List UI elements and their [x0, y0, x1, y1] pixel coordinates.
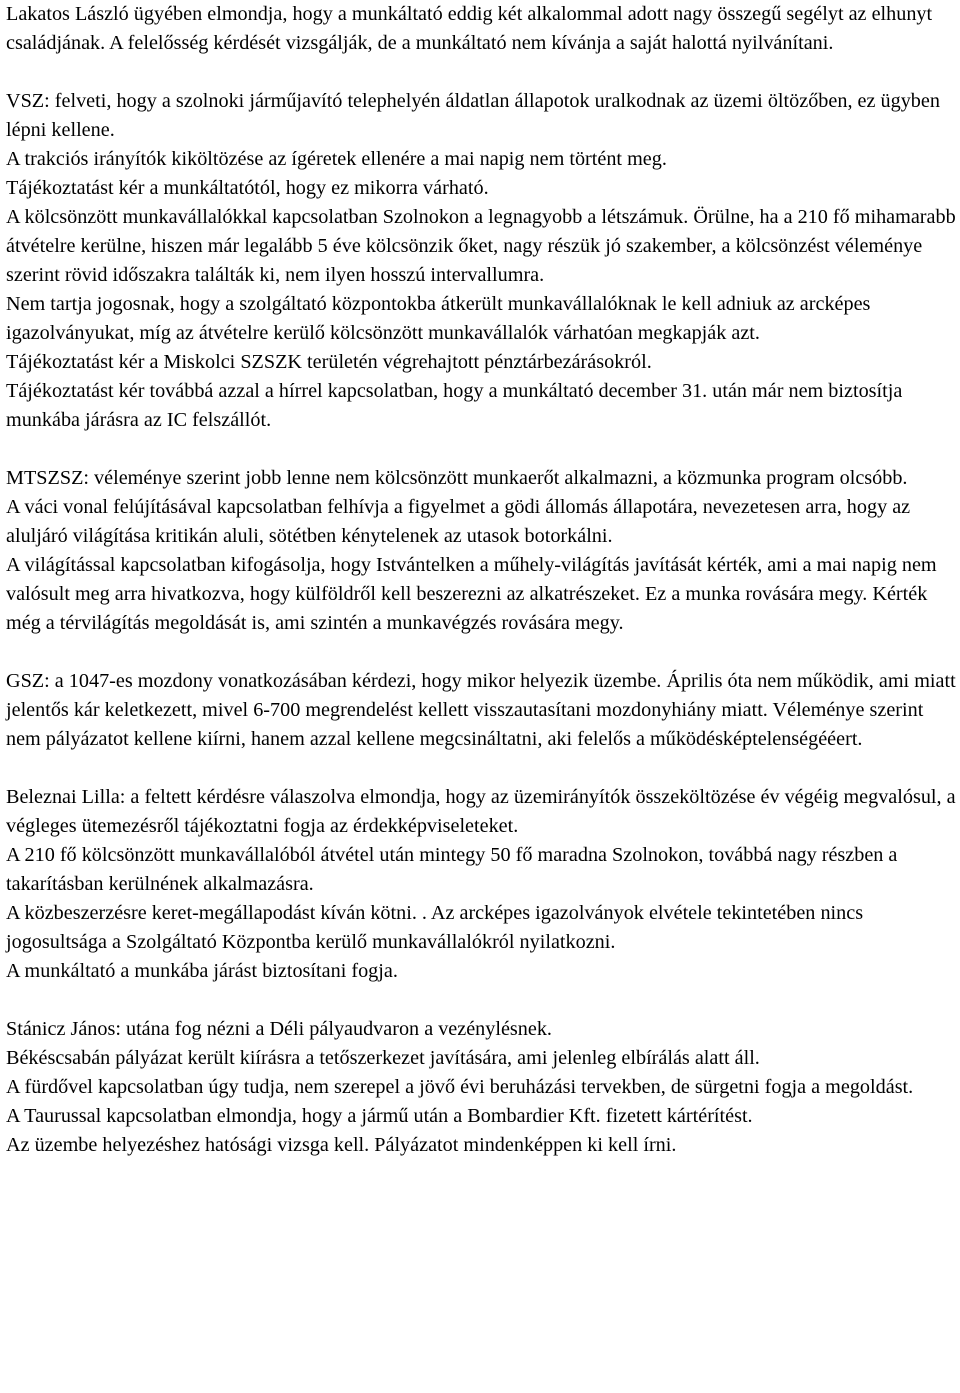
- paragraph-mtszsz-vilagitas: A világítással kapcsolatban kifogásolja, hogy Istvántelken a műhely-világítás javítását kérték, ami a mai napig nem valósult meg arra hivatkozva, hogy külföldről kell beszerezni az alkatrészeket. Ez a munka rovására megy. Kérték még a térvilágítás megoldását is, ami szintén a munkavégzés rovására megy.: [6, 554, 937, 634]
- paragraph-gap: [6, 986, 956, 1015]
- paragraph-lakatos: Lakatos László ügyében elmondja, hogy a munkáltató eddig két alkalommal adott nagy összegű segélyt az elhunyt családjának. A felelősség kérdését vizsgálják, de a munkáltató nem kívánja a saját halottá nyilvánítani.: [6, 3, 933, 54]
- paragraph-vsz-tajekoztatas: Tájékoztatást kér a munkáltatótól, hogy ez mikorra várható.: [6, 177, 489, 199]
- paragraph-stanicz-taurus: A Taurussal kapcsolatban elmondja, hogy a jármű után a Bombardier Kft. fizetett kártérítést.: [6, 1105, 753, 1127]
- document-body: [6, 0, 956, 1160]
- paragraph-vsz-kolcsonzott: A kölcsönzött munkavállalókkal kapcsolatban Szolnokon a legnagyobb a létszámuk. Örülne, ha a 210 fő mihamarabb átvételre kerülne, hiszen már legalább 5 éve kölcsönzik őket, nagy részük jó szakember, a kölcsönzést véleménye szerint rövid időszakra találták ki, nem ilyen hosszú intervallumra.: [6, 206, 956, 286]
- paragraph-mtszsz-intro: MTSZSZ: véleménye szerint jobb lenne nem kölcsönzött munkaerőt alkalmazni, a közmunka program olcsóbb.: [6, 467, 908, 489]
- paragraph-gsz: GSZ: a 1047-es mozdony vonatkozásában kérdezi, hogy mikor helyezik üzembe. Április óta nem működik, ami miatt jelentős kár keletkezett, mivel 6-700 megrendelést kellett visszautasítani mozdonyhiány miatt. Véleménye szerint nem pályázatot kellene kiírni, hanem azzal kellene megcsináltatni, aki felelős a működésképtelenségééert.: [6, 670, 956, 750]
- paragraph-stanicz-intro: Stánicz János: utána fog nézni a Déli pályaudvaron a vezénylésnek.: [6, 1018, 552, 1040]
- paragraph-vsz-trakcio: A trakciós irányítók kiköltözése az ígéretek ellenére a mai napig nem történt meg.: [6, 148, 667, 170]
- paragraph-gap: [6, 638, 956, 667]
- paragraph-vsz-penztar: Tájékoztatást kér a Miskolci SZSZK területén végrehajtott pénztárbezárásokról.: [6, 351, 652, 373]
- paragraph-mtszsz-vaci: A váci vonal felújításával kapcsolatban felhívja a figyelmet a gödi állomás állapotára, nevezetesen arra, hogy az aluljáró világítása kritikán aluli, sötétben kénytelenek az utasok botorkálni.: [6, 496, 911, 547]
- paragraph-vsz-igazolvany: Nem tartja jogosnak, hogy a szolgáltató központokba átkerült munkavállalóknak le kell adniuk az arcképes igazolványukat, míg az átvételre kerülő kölcsönzött munkavállalók várhatóan megkapják azt.: [6, 293, 871, 344]
- paragraph-gap: [6, 754, 956, 783]
- paragraph-beleznai-intro: Beleznai Lilla: a feltett kérdésre válaszolva elmondja, hogy az üzemirányítók összeköltözése év végéig megvalósul, a végleges ütemezésről tájékoztatni fogja az érdekképviseleteket.: [6, 786, 956, 837]
- paragraph-gap: [6, 435, 956, 464]
- paragraph-stanicz-uzembe: Az üzembe helyezéshez hatósági vizsga kell. Pályázatot mindenképpen ki kell írni.: [6, 1134, 677, 1156]
- paragraph-beleznai-210: A 210 fő kölcsönzött munkavállalóból átvétel után mintegy 50 fő maradna Szolnokon, továbbá nagy részben a takarításban kerülnének alkalmazásra.: [6, 844, 898, 895]
- paragraph-beleznai-munkabajaras: A munkáltató a munkába járást biztosítani fogja.: [6, 960, 398, 982]
- paragraph-stanicz-furdo: A fürdővel kapcsolatban úgy tudja, nem szerepel a jövő évi beruházási tervekben, de sürgetni fogja a megoldást.: [6, 1076, 914, 1098]
- paragraph-beleznai-kozbeszerzes: A közbeszerzésre keret-megállapodást kíván kötni. . Az arcképes igazolványok elvétele tekintetében nincs jogosultsága a Szolgáltató Központba kerülő munkavállalókról nyilatkozni.: [6, 902, 864, 953]
- paragraph-vsz-ic: Tájékoztatást kér továbbá azzal a hírrel kapcsolatban, hogy a munkáltató december 31. után már nem biztosítja munkába járásra az IC felszállót.: [6, 380, 903, 431]
- paragraph-vsz-intro: VSZ: felveti, hogy a szolnoki járműjavító telephelyén áldatlan állapotok uralkodnak az üzemi öltözőben, ez ügyben lépni kellene.: [6, 90, 940, 141]
- paragraph-stanicz-bekescsaba: Békéscsabán pályázat került kiírásra a tetőszerkezet javítására, ami jelenleg elbírálás alatt áll.: [6, 1047, 760, 1069]
- paragraph-gap: [6, 58, 956, 87]
